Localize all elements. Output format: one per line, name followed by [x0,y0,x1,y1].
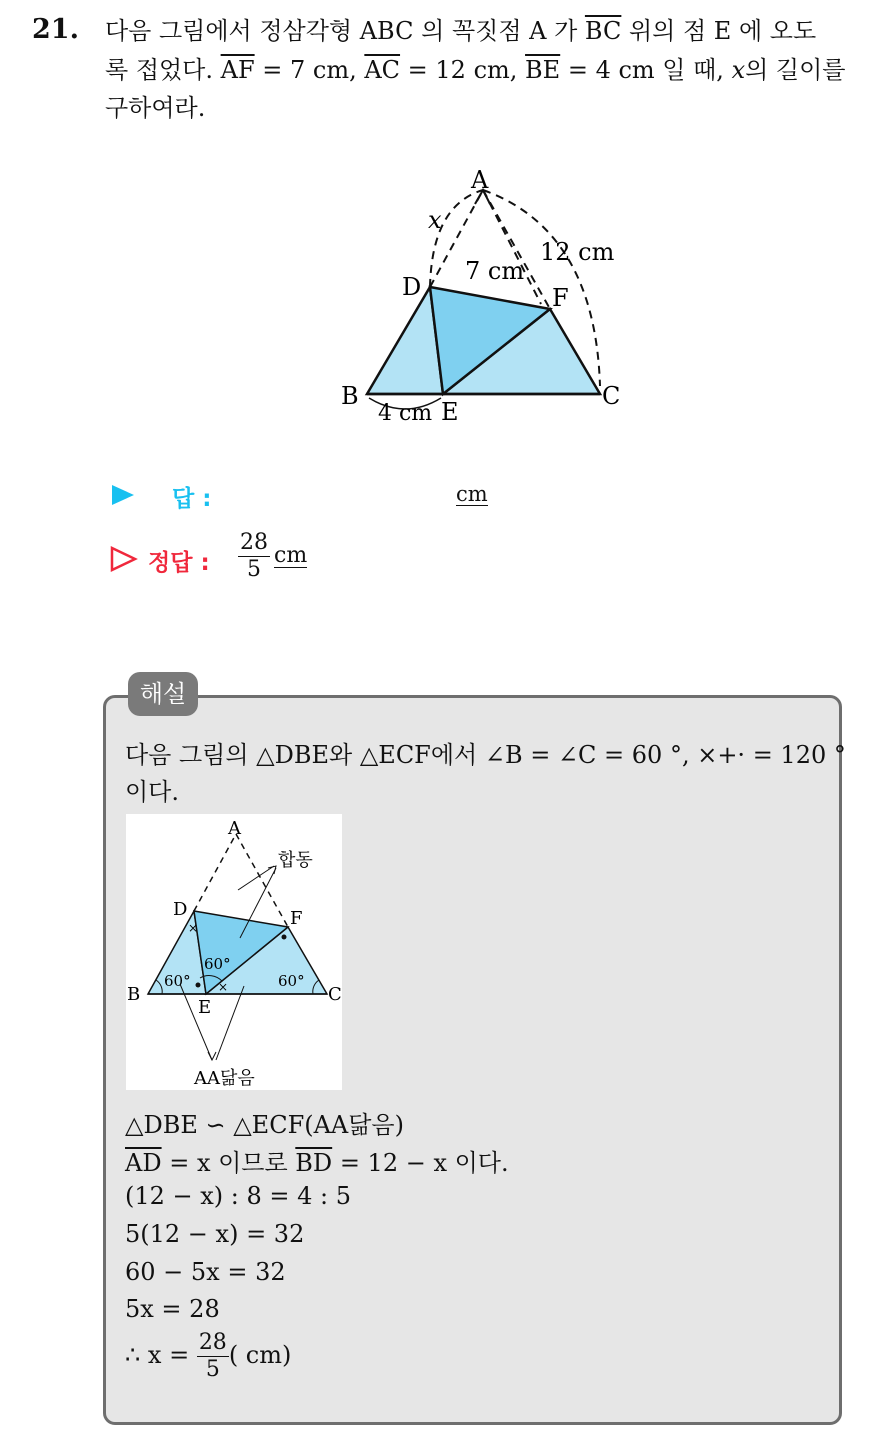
label-7cm: 7 cm [465,257,525,285]
question-line-3: 구하여라. [105,94,206,122]
svg-text:A: A [228,818,241,839]
question-line-1: 다음 그림에서 정삼각형 ABC 의 꼭짓점 A 가 $\overline{BC}$ 위의 점 E 에 오도 [105,17,817,45]
svg-text:60°: 60° [278,972,305,990]
label-d: D [402,273,422,301]
folded-triangle-figure [330,160,630,430]
answer-unit: cm [456,482,488,506]
svg-text:×: × [218,980,229,994]
solution-step-5: 60 − 5x = 32 [125,1258,286,1286]
answer-label: 답 : [172,486,212,512]
svg-text:D: D [173,899,188,920]
label-b: B [341,382,359,410]
correct-answer-value: $\frac{28}{5}$ cm [240,530,308,582]
solution-step-2: $\overline{AD} = x$ 이므로 $\overline{BD} = 12 - x$ 이다. [125,1149,509,1177]
label-12cm: 12 cm [540,238,615,266]
solution-step-6: 5x = 28 [125,1295,220,1323]
solution-figure [126,814,342,1090]
sol-aa-line-1 [180,984,212,1060]
sol-aa-line-2 [216,986,244,1060]
label-x: x [428,206,442,234]
question-number: 21. [32,14,79,45]
dashed-af-inner [483,190,541,304]
sol-dashed-af [236,834,288,927]
solution-step-3: (12 − x) : 8 = 4 : 5 [125,1182,352,1210]
solution-line-2: 이다. [125,778,179,806]
svg-text:×: × [188,921,199,935]
solution-step-7: ∴ x = $\frac{28}{5}$ ( cm) [125,1330,292,1382]
svg-text:AA닮음: AA닮음 [194,1068,255,1089]
sol-arrow-line-1 [238,866,274,890]
label-a: A [471,166,489,194]
svg-text:합동: 합동 [278,850,313,871]
solution-line-1: 다음 그림의 △DBE와 △ECF에서 ∠B = ∠C = 60 °, ×+· = 120 ° [125,741,846,769]
solution-tag: 해설 [128,672,198,716]
label-f: F [552,284,569,312]
outline-triangle-right-icon [110,546,138,572]
svg-text:C: C [328,984,342,1005]
solid-triangle-right-icon [110,483,136,507]
segment-bc: $\overline{BC}$ [584,17,622,45]
svg-text:60°: 60° [164,972,191,990]
correct-answer-label: 정답 : [148,550,210,576]
solution-step-4: 5(12 − x) = 32 [125,1220,305,1248]
sol-dashed-da [194,834,236,911]
svg-text:E: E [198,997,212,1018]
label-c: C [602,382,621,410]
solution-step-1: △DBE ∽ △ECF(AA닮음) [125,1111,404,1139]
svg-text:B: B [127,984,141,1005]
svg-text:F: F [290,908,303,929]
label-4cm: 4 cm [378,401,433,426]
svg-text:60°: 60° [204,955,231,973]
label-e: E [441,398,459,426]
question-line-2: 록 접었다. $\overline{AF} = 7$ cm, $\overline{AC} = 12$ cm, $\overline{BE} = 4$ cm 일 때, x의 길이를 [105,56,846,84]
